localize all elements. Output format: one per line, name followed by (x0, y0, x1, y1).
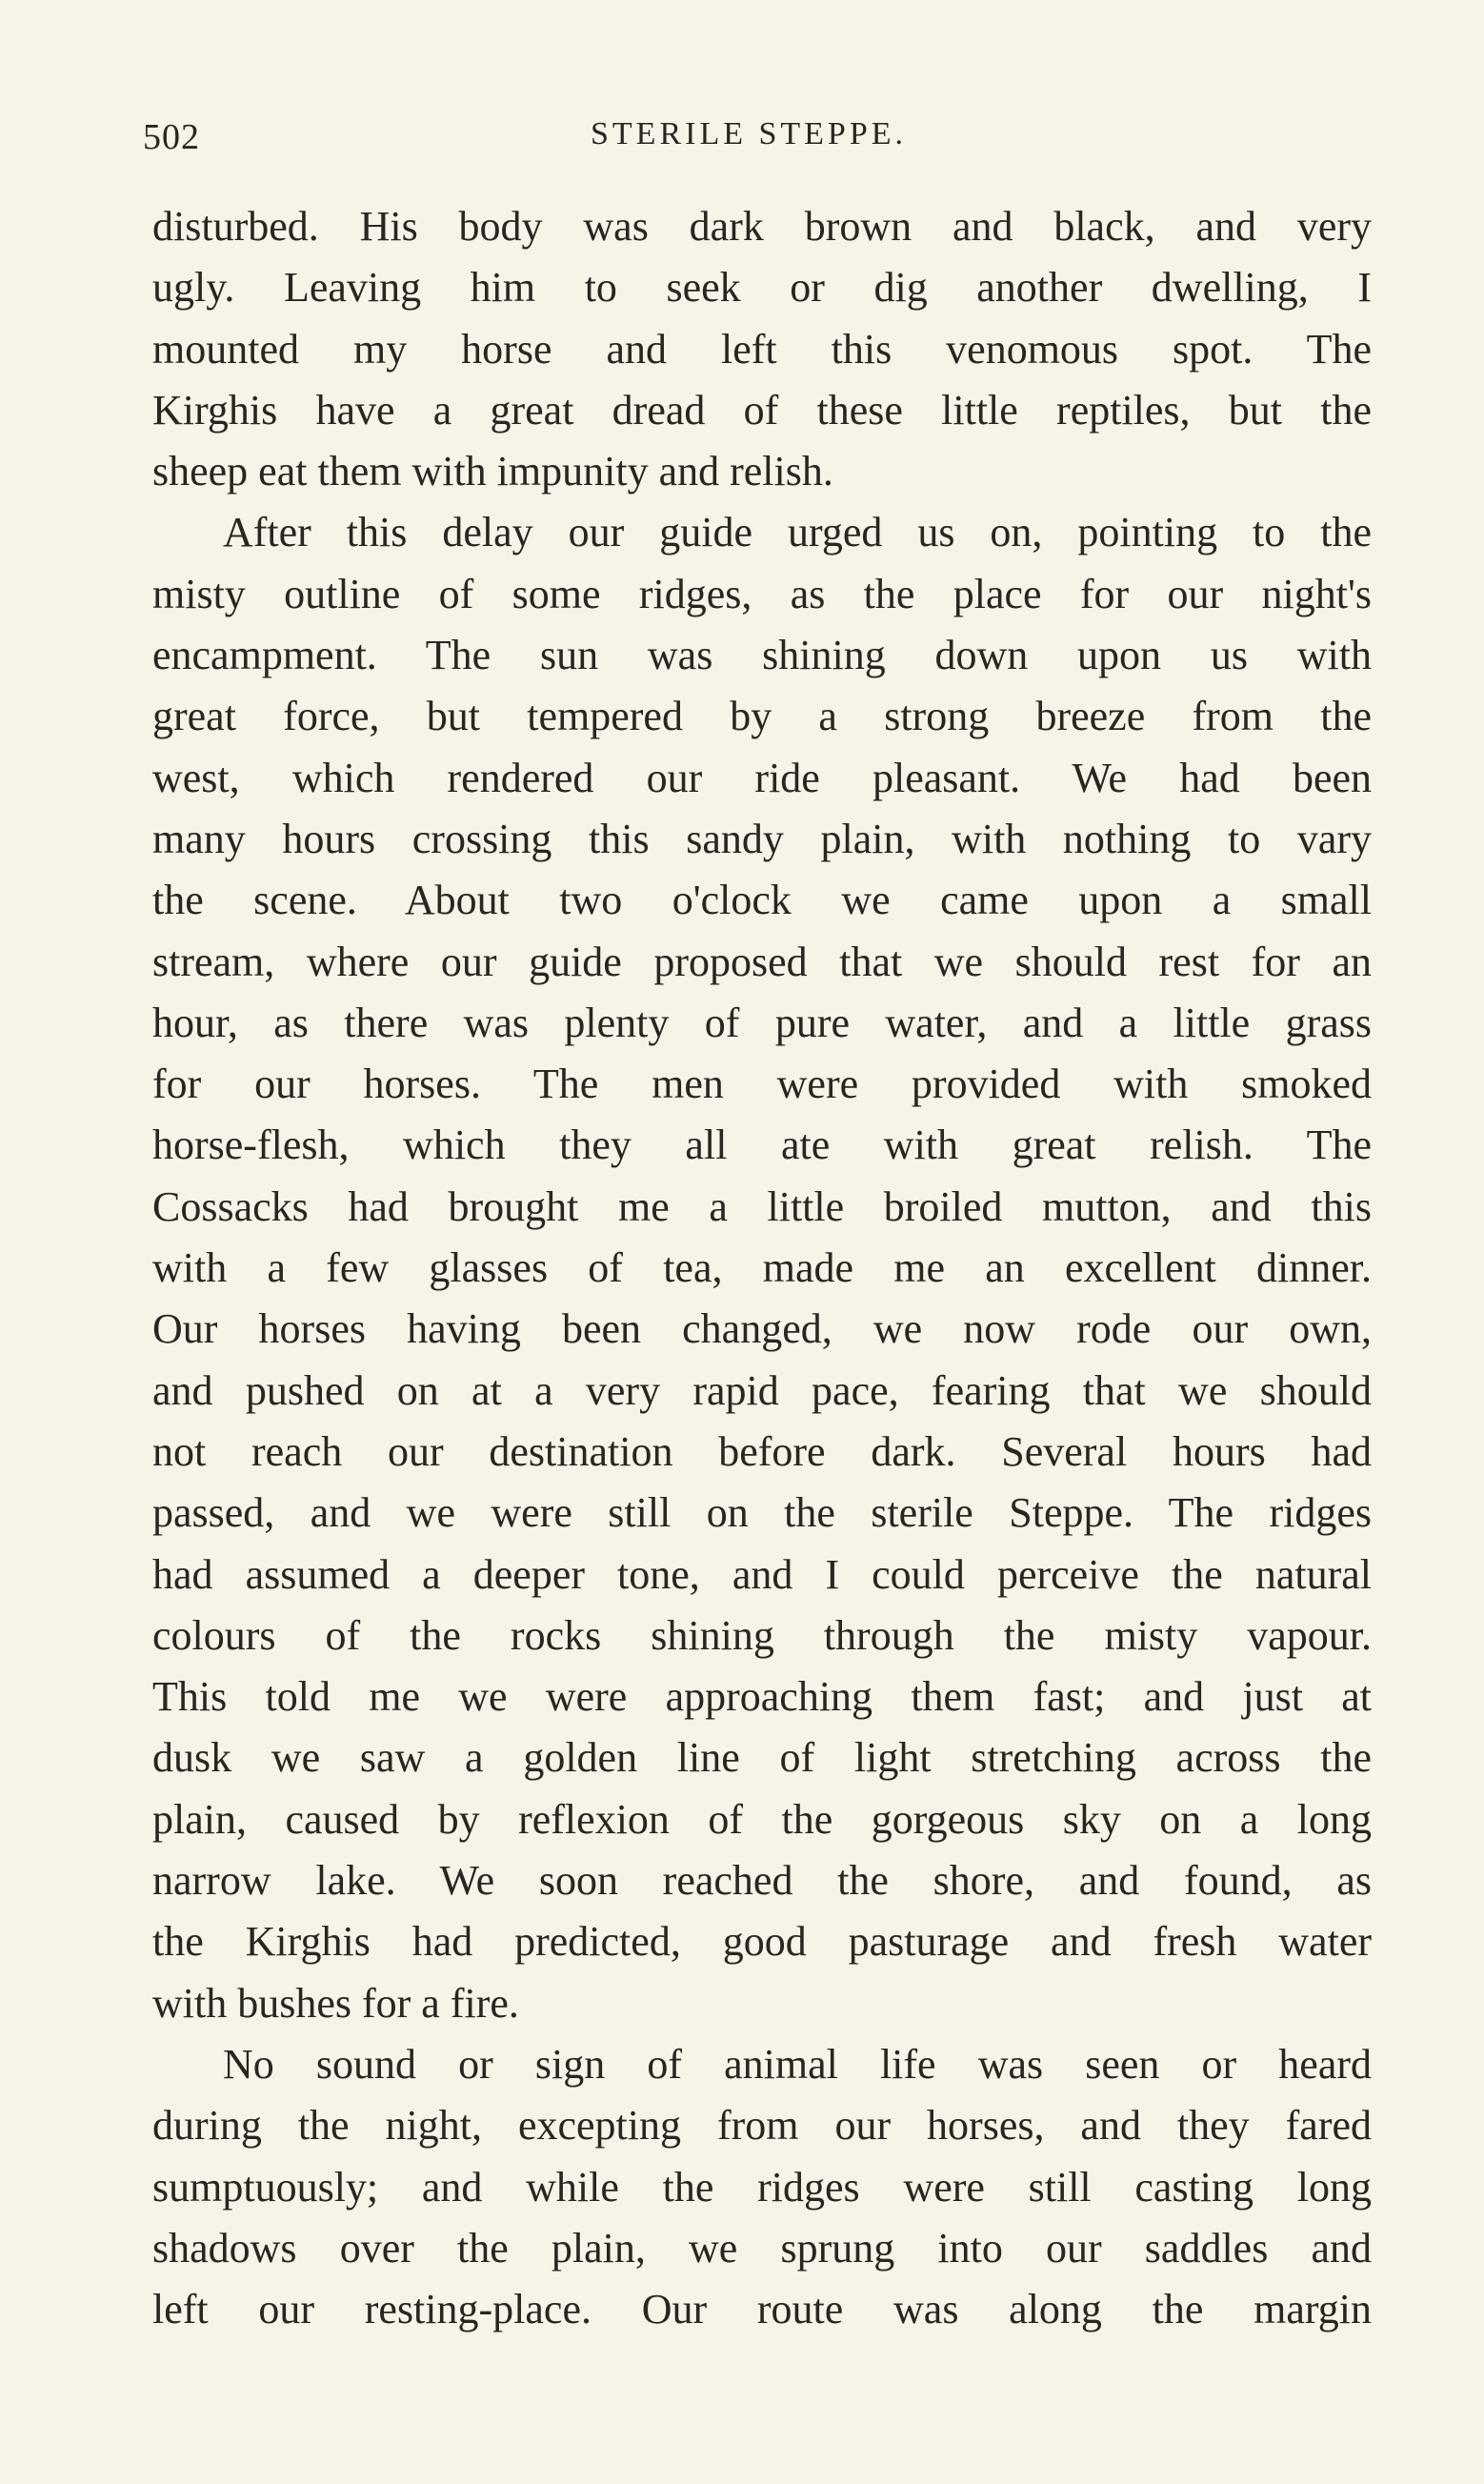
text-line: disturbed. His body was dark brown and black, and very (152, 203, 1372, 250)
text-line: west, which rendered our ride pleasant. We had been (152, 754, 1372, 801)
text-line: left our resting-place. Our route was along the margin (152, 2286, 1372, 2333)
text-line: colours of the rocks shining through the misty vapour. (152, 1611, 1372, 1659)
text-line: for our horses. The men were provided with smoked (152, 1060, 1372, 1108)
text-line: misty outline of some ridges, as the place for our night's (152, 570, 1372, 617)
text-line: This told me we were approaching them fast; and just at (152, 1673, 1372, 1721)
text-line: during the night, excepting from our horses, and they fared (152, 2102, 1372, 2150)
text-line: mounted my horse and left this venomous spot. The (152, 325, 1372, 373)
text-line: After this delay our guide urged us on, pointing to the (223, 509, 1372, 556)
text-line: the Kirghis had predicted, good pasturage and fresh water (152, 1918, 1372, 1966)
text-line: had assumed a deeper tone, and I could perceive the natural (152, 1550, 1372, 1598)
text-line: with a few glasses of tea, made me an excellent dinner. (152, 1244, 1372, 1292)
text-line: plain, caused by reflexion of the gorgeous sky on a long (152, 1795, 1372, 1843)
text-line: Our horses having been changed, we now rode our own, (152, 1305, 1372, 1353)
text-line: encampment. The sun was shining down upon us with (152, 632, 1372, 679)
paragraph (152, 196, 1372, 502)
body-text (152, 196, 1372, 2340)
page-number: 502 (143, 117, 200, 157)
text-line: ugly. Leaving him to seek or dig another dwelling, I (152, 264, 1372, 312)
text-line: narrow lake. We soon reached the shore, and found, as (152, 1857, 1372, 1905)
paragraph (152, 2034, 1372, 2340)
text-line: the scene. About two o'clock we came upon a small (152, 877, 1372, 924)
text-line: sheep eat them with impunity and relish. (152, 448, 833, 495)
text-line: No sound or sign of animal life was seen or heard (223, 2040, 1372, 2088)
text-line: Kirghis have a great dread of these little reptiles, but the (152, 386, 1372, 434)
paragraph (152, 502, 1372, 2033)
text-line: passed, and we were still on the sterile Steppe. The ridges (152, 1489, 1372, 1537)
text-line: not reach our destination before dark. Several hours had (152, 1427, 1372, 1475)
text-line: hour, as there was plenty of pure water, and a little grass (152, 999, 1372, 1046)
text-line: with bushes for a fire. (152, 1979, 519, 2027)
text-line: Cossacks had brought me a little broiled mutton, and this (152, 1182, 1372, 1230)
text-line: dusk we saw a golden line of light stretching across the (152, 1734, 1372, 1782)
page-header (143, 116, 1372, 164)
text-line: stream, where our guide proposed that we should rest for an (152, 938, 1372, 985)
text-line: many hours crossing this sandy plain, with nothing to vary (152, 815, 1372, 862)
text-line: great force, but tempered by a strong breeze from the (152, 693, 1372, 740)
text-line: and pushed on at a very rapid pace, fearing that we should (152, 1366, 1372, 1414)
text-line: sumptuously; and while the ridges were still casting long (152, 2163, 1372, 2211)
running-head: STERILE STEPPE. (591, 116, 908, 151)
text-line: shadows over the plain, we sprung into our saddles and (152, 2224, 1372, 2272)
text-line: horse-flesh, which they all ate with great relish. The (152, 1121, 1372, 1169)
